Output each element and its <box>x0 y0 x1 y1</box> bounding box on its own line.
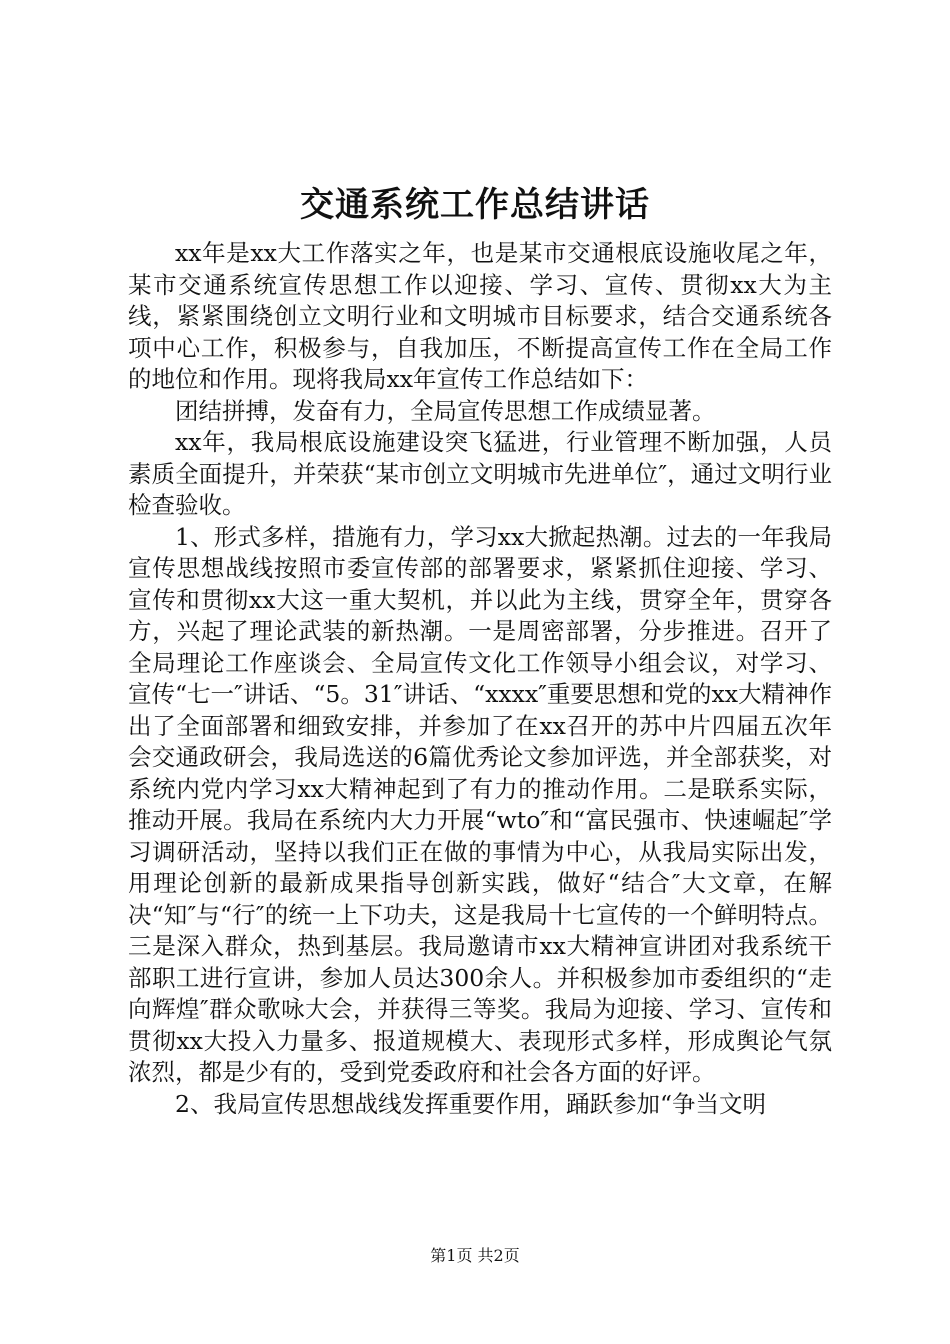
paragraph-intro: xx年是xx大工作落实之年，也是某市交通根底设施收尾之年，某市交通系统宣传思想工作以迎接、学习、宣传、贯彻xx大为主线，紧紧围绕创立文明行业和文明城市目标要求，结合交通系统各项中心工作，积极参与，自我加压，不断提高宣传工作在全局工作的地位和作用。现将我局xx年宣传工作总结如下： <box>128 239 832 393</box>
document-title: 交通系统工作总结讲话 <box>300 185 650 225</box>
paragraph-item-2: 2、我局宣传思想战线发挥重要作用，踊跃参加“争当文明 <box>175 1089 766 1118</box>
paragraph-item-1: 1、形式多样，措施有力，学习xx大掀起热潮。过去的一年我局宣传思想战线按照市委宣传部的部署要求，紧紧抓住迎接、学习、宣传和贯彻xx大这一重大契机，并以此为主线，贯穿全年，贯穿各方，兴起了理论武装的新热潮。一是周密部署，分步推进。召开了全局理论工作座谈会、全局宣传文化工作领导小组会议，对学习、宣传“七一″讲话、“5。31″讲话、“xxxx″重要思想和党的xx大精神作出了全面部署和细致安排，并参加了在xx召开的苏中片四届五次年会交通政研会，我局选送的6篇优秀论文参加评选，并全部获奖，对系统内党内学习xx大精神起到了有力的推动作用。二是联系实际，推动开展。我局在系统内大力开展“wto″和“富民强市、快速崛起″学习调研活动，坚持以我们正在做的事情为中心，从我局实际出发，用理论创新的最新成果指导创新实践，做好“结合″大文章，在解决“知″与“行″的统一上下功夫，这是我局十七宣传的一个鲜明特点。三是深入群众，热到基层。我局邀请市xx大精神宣讲团对我系统干部职工进行宣讲，参加人员达300余人。并积极参加市委组织的“走向辉煌″群众歌咏大会，并获得三等奖。我局为迎接、学习、宣传和贯彻xx大投入力量多、报道规模大、表现形式多样，形成舆论气氛浓烈，都是少有的，受到党委政府和社会各方面的好评。 <box>128 522 832 1086</box>
paragraph-achievements: xx年，我局根底设施建设突飞猛进，行业管理不断加强，人员素质全面提升，并荣获“某市创立文明城市先进单位″，通过文明行业检查验收。 <box>128 428 832 519</box>
paragraph-heading: 团结拼搏，发奋有力，全局宣传思想工作成绩显著。 <box>175 396 716 425</box>
document-body <box>128 238 832 1120</box>
page-footer: 第1页 共2页 <box>430 1246 520 1265</box>
